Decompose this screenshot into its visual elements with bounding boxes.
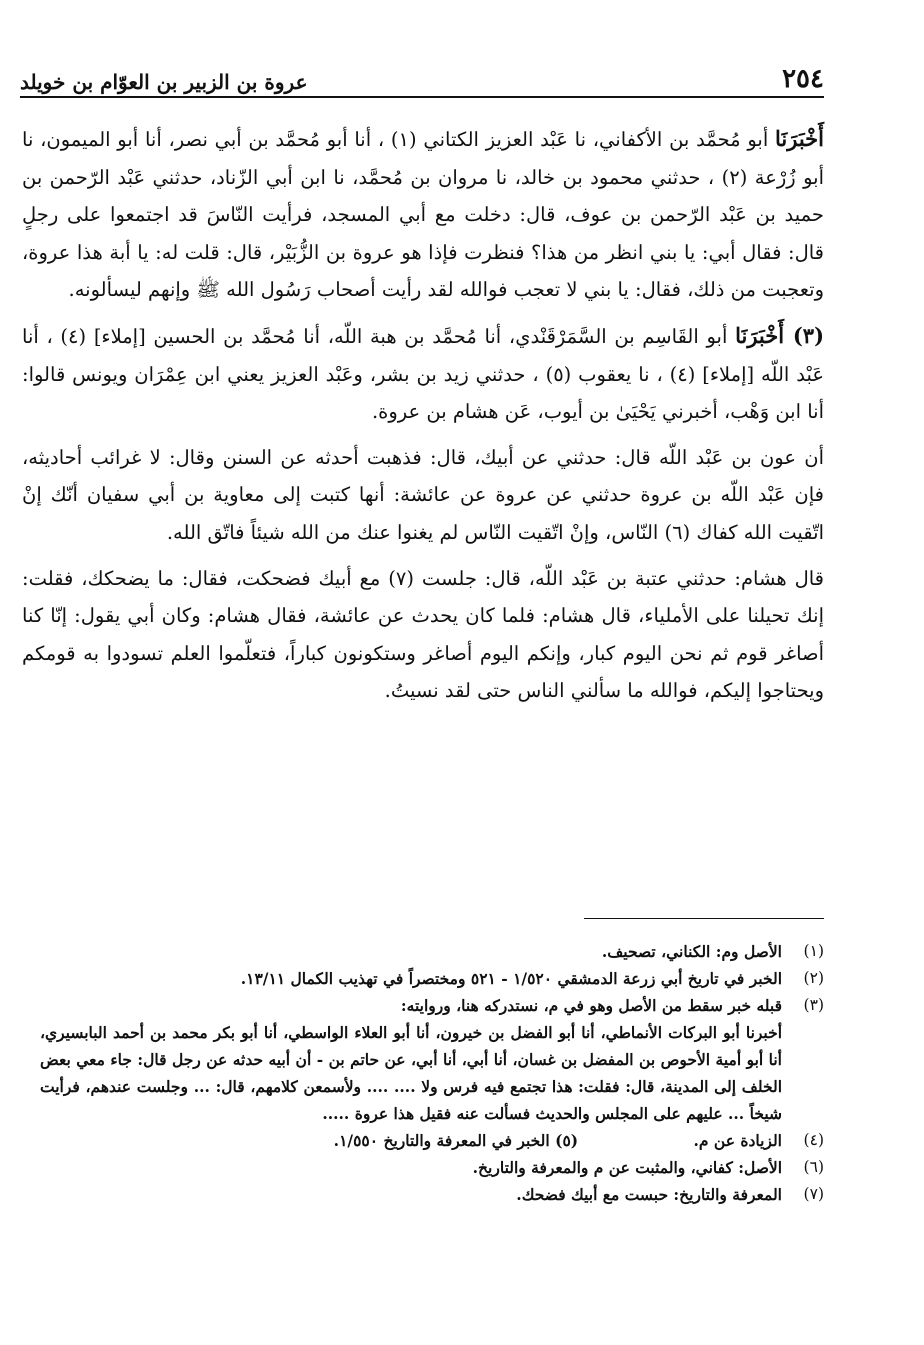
paragraph-3 bbox=[22, 439, 824, 552]
footnote-text: الأصل وم: الكناني، تصحيف. bbox=[601, 942, 782, 961]
footnote-text: الخبر في تاريخ أبي زرعة الدمشقي ١/٥٢٠ - ٥٢١ ومختصراً في تهذيب الكمال ١٣/١١. bbox=[240, 969, 782, 988]
page-header bbox=[20, 58, 824, 98]
footnote-number: (٢) bbox=[803, 969, 824, 987]
footnote-6 bbox=[40, 1154, 824, 1181]
footnote-number: (٤) bbox=[803, 1131, 824, 1149]
footnote-number: (٣) bbox=[803, 996, 824, 1014]
footnote-pair bbox=[40, 1127, 782, 1154]
footnote-text: قبله خبر سقط من الأصل وهو في م، نستدركه هنا، وروايته: bbox=[400, 996, 782, 1015]
paragraph-4 bbox=[22, 560, 824, 710]
footnote-number bbox=[782, 1019, 824, 1127]
footnote-number: (٧) bbox=[803, 1185, 824, 1203]
footnote-text: الخبر في المعرفة والتاريخ ١/٥٥٠. bbox=[333, 1131, 550, 1150]
footnote-number: (١) bbox=[803, 942, 824, 960]
footnote-4 bbox=[40, 1127, 824, 1154]
footnote-3-continuation bbox=[40, 1019, 824, 1127]
footnote-text: المعرفة والتاريخ: حبست مع أبيك فضحك. bbox=[516, 1185, 782, 1204]
paragraph-text: أن عون بن عَبْد اللّه قال: حدثني عن أبيك، قال: فذهبت أحدثه عن السنن وقال: لا غرائب أحاديثه، فإن عَبْد اللّه بن عروة حدثني عن عروة عن عائشة: أنها كتبت إلى معاوية بن أبي سفيان أنّك إنْ اتّقيت الله كفاك (٦) النّاس، وإنْ اتّقيت النّاس لم يغنوا عنك من الله شيئاً فاتّق الله. bbox=[22, 445, 824, 544]
footnote-1 bbox=[40, 938, 824, 965]
footnotes bbox=[40, 938, 824, 1208]
page-number: ٢٥٤ bbox=[782, 64, 824, 94]
paragraph-lead: (٣) أَخْبَرَنَا bbox=[735, 322, 825, 348]
main-text bbox=[22, 120, 824, 718]
paragraph-lead: أَخْبَرَنَا bbox=[775, 126, 824, 151]
footnote-text: أخبرنا أبو البركات الأنماطي، أنا أبو الفضل بن خيرون، أنا أبو العلاء الواسطي، أنا أبو بكر محمد بن أحمد البابسيري، أنا أبو أمية الأحوص بن المفضل بن غسان، أنا أبي، أنا أبي، عن حاتم بن - أن أبيه حدثه عن رجل قال: جاء معي بعض الخلف إلى المدينة، قال: فقلت: هذا تجتمع فيه فرس ولا .... .... ولأسمعن كلامهم، قال: ... وجلست عندهم، فرأيت شيخاً ... عليهم على المجلس والحديث فسألت عنه فقيل هذا عروة ..... bbox=[40, 1023, 782, 1123]
footnote-5 bbox=[334, 1127, 578, 1154]
paragraph-text: أبو مُحمَّد بن الأكفاني، نا عَبْد العزيز الكتاني (١) ، أنا أبو مُحمَّد بن أبي نصر، أنا أبو الميمون، نا أبو زُرْعة (٢) ، حدثني محمود بن خالد، نا مروان بن مُحمَّد، نا ابن أبي الزّناد، حدثني عَبْد الرّحمن بن حميد بن عَبْد الرّحمن بن عوف، قال: دخلت مع أبي المسجد، فرأيت النّاسَ قد اجتمعوا على رجلٍ قال: فقال أبي: يا بني انظر من هذا؟ فنظرت فإذا هو عروة بن الزُّبَيْر، قال: قلت له: يا أبة هذا عروة، وتعجبت من ذلك، فقال: يا بني لا تعجب فوالله لقد رأيت أصحاب رَسُول الله ﷺ وإنهم ليسألونه. bbox=[22, 128, 824, 302]
footnote-2 bbox=[40, 965, 824, 992]
footnote-text: الزيادة عن م. bbox=[693, 1131, 782, 1150]
footnote-text: الأصل: كفاني، والمثبت عن م والمعرفة والتاريخ. bbox=[472, 1158, 782, 1177]
footnote-7 bbox=[40, 1181, 824, 1208]
paragraph-text: قال هشام: حدثني عتبة بن عَبْد اللّه، قال: جلست (٧) مع أبيك فضحكت، فقال: ما يضحكك، فقلت: إنك تحيلنا على الأملياء، قال هشام: فلما كان يحدث عن عائشة، فقال هشام: وكان أبي يقول: إنّا كنا أصاغر قوم ثم نحن اليوم كبار، وإنكم اليوم أصاغر وستكونون كباراً، فتعلّموا العلم تسودوا به قومكم ويحتاجوا إليكم، فوالله ما سألني الناس حتى لقد نسيتُ. bbox=[22, 566, 825, 703]
footnote-3 bbox=[40, 992, 824, 1019]
footnote-number: (٦) bbox=[803, 1158, 824, 1176]
running-title: عروة بن الزبير بن العوّام بن خويلد bbox=[20, 70, 308, 94]
footnote-number: (٥) bbox=[555, 1131, 579, 1150]
paragraph-1 bbox=[22, 120, 824, 309]
paragraph-2 bbox=[22, 317, 824, 431]
paragraph-text: أبو القَاسِم بن السَّمَرْقَنْدي، أنا مُحمَّد بن هبة اللّه، أنا مُحمَّد بن الحسين [إملاء] (٤) ، أنا عَبْد اللّه [إملاء] (٤) ، نا يعقوب (٥) ، حدثني زيد بن بشر، وعَبْد العزيز يعني ابن عِمْرَان ويونس قالوا: أنا ابن وَهْب، أخبرني يَحْيَىٰ بن أيوب، عَن هشام بن عروة. bbox=[22, 324, 824, 424]
footnote-divider bbox=[584, 918, 824, 919]
